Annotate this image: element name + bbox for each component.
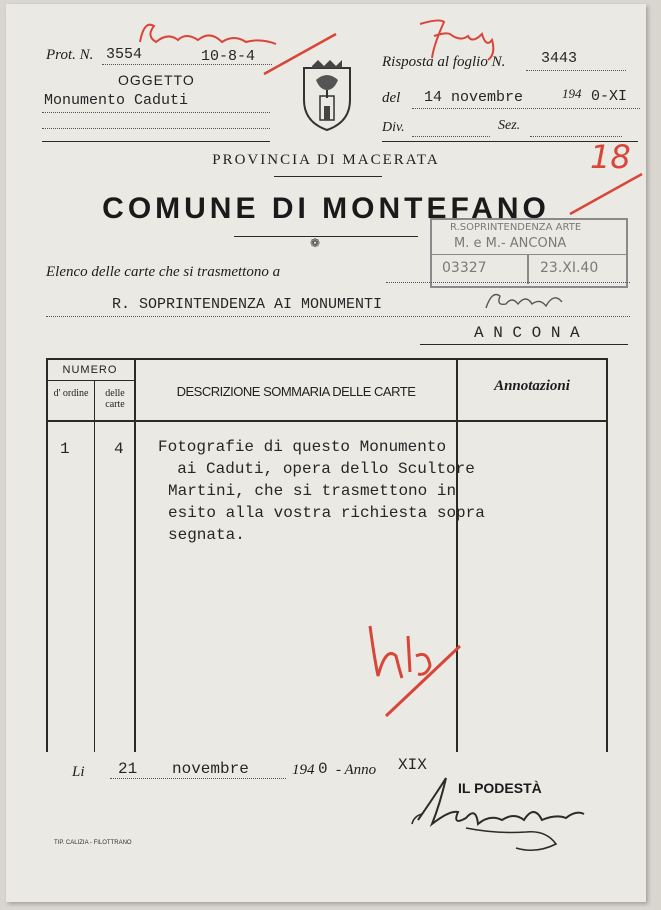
province-rule	[274, 176, 382, 177]
ordine-header: d' ordine	[53, 388, 89, 399]
div-dotline	[412, 136, 490, 137]
recipient-name: R. SOPRINTENDENZA AI MONUMENTI	[112, 296, 383, 313]
stamp-sep	[527, 254, 529, 284]
anno-label: - Anno	[336, 762, 377, 778]
li-label: Li	[72, 764, 85, 780]
stamp-date: 23.XI.40	[540, 260, 599, 276]
risposta-dotline	[526, 70, 626, 71]
comune-title: COMUNE DI MONTEFANO	[102, 192, 550, 225]
ornament-icon: ❁	[310, 236, 321, 250]
del-year-prefix: 194	[562, 86, 582, 101]
elenco-dotline	[386, 282, 630, 283]
stamp-line-2: M. e M.- ANCONA	[454, 236, 567, 251]
risposta-number: 3443	[541, 50, 578, 67]
red-scribble-top-right	[410, 14, 510, 64]
comune-rule	[234, 236, 418, 237]
signatory-title: IL PODESTÀ	[458, 780, 542, 796]
footer-day: 21	[118, 760, 138, 778]
prot-label: Prot. N.	[46, 47, 94, 63]
header-rule-left	[42, 141, 270, 142]
prot-date: 10-8-4	[201, 48, 256, 65]
prot-number: 3554	[106, 46, 143, 63]
carte-header: delle carte	[105, 388, 125, 410]
del-year-suffix: 0-XI	[591, 88, 628, 105]
row-carte: 4	[114, 440, 124, 458]
received-stamp	[430, 218, 628, 288]
oggetto-dotline-2	[42, 128, 270, 129]
signature-scribble	[406, 774, 596, 864]
del-date: 14 novembre	[424, 89, 524, 106]
document-sheet	[6, 4, 646, 902]
del-dotline	[412, 108, 640, 109]
stamp-handwriting	[482, 288, 572, 318]
risposta-label: Risposta al foglio N.	[382, 54, 506, 70]
annot-header: Annotazioni	[494, 378, 570, 394]
red-slash-right	[566, 168, 646, 218]
descr-header: DESCRIZIONE SOMMARIA DELLE CARTE	[176, 384, 416, 399]
table-header-rule	[46, 420, 608, 422]
table-col-numero	[94, 380, 95, 752]
printer-credit: TIP. CALIZIA - FILOTTRANO	[54, 840, 132, 846]
red-scribble-top-left	[126, 12, 346, 92]
red-mark-number: 18	[590, 138, 631, 176]
footer-month: novembre	[172, 760, 249, 778]
footer-dotline	[110, 778, 286, 779]
recipient-city: A N C O N A	[474, 324, 580, 342]
row-description-5: segnata.	[168, 526, 245, 544]
footer-year-prefix: 194	[292, 762, 315, 778]
row-description-3: Martini, che si trasmettono in	[168, 482, 457, 500]
table-right-rule	[606, 358, 608, 752]
stamp-line-1: R.SOPRINTENDENZA ARTE	[450, 222, 582, 233]
city-rule	[420, 344, 628, 345]
numero-header: NUMERO	[62, 364, 118, 376]
row-description-1: Fotografie di questo Monumento	[158, 438, 447, 456]
oggetto-value: Monumento Caduti	[44, 92, 189, 109]
del-label: del	[382, 90, 401, 106]
table-left-rule	[46, 358, 48, 752]
stamp-divider	[432, 254, 626, 255]
row-description-4: esito alla vostra richiesta sopra	[168, 504, 485, 522]
sez-dotline	[530, 136, 622, 137]
numero-sub-rule	[46, 380, 135, 381]
document-table	[46, 358, 608, 752]
table-top-rule	[46, 358, 608, 360]
div-label: Div.	[382, 120, 405, 135]
row-ordine: 1	[60, 440, 70, 458]
oggetto-label: OGGETTO	[118, 72, 195, 88]
province-title: PROVINCIA DI MACERATA	[212, 152, 440, 168]
elenco-label: Elenco delle carte che si trasmettono a	[46, 264, 281, 280]
red-scribble-table	[356, 616, 466, 726]
stamp-number: 03327	[442, 260, 487, 276]
sez-label: Sez.	[498, 118, 521, 133]
row-description-2: ai Caduti, opera dello Scultore	[158, 460, 475, 478]
oggetto-dotline-1	[42, 112, 270, 113]
footer-year-suffix: 0	[318, 760, 328, 778]
anno-value: XIX	[398, 756, 427, 774]
table-col-carte	[134, 358, 136, 752]
